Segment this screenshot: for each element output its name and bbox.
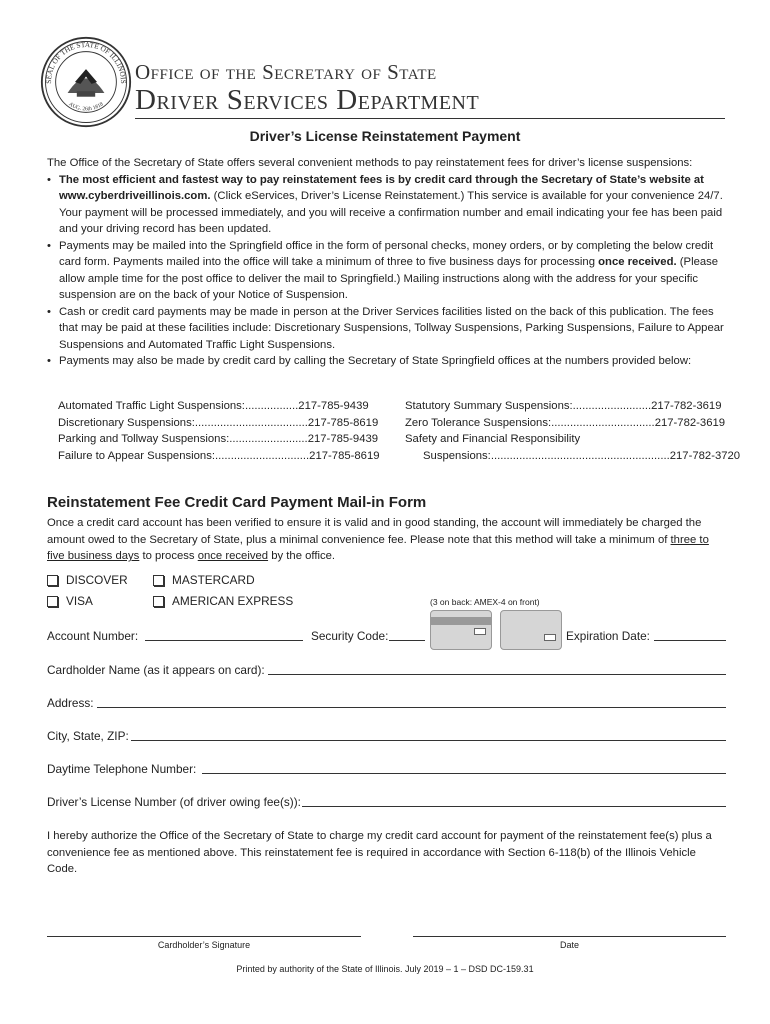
- city-state-zip-label: City, State, ZIP:: [47, 729, 129, 743]
- document-title: Driver’s License Reinstatement Payment: [249, 128, 521, 144]
- date-field[interactable]: [413, 936, 726, 937]
- checkbox-amex[interactable]: [153, 594, 293, 608]
- phone-row: Parking and Tollway Suspensions:.........................217-785-9439: [58, 433, 379, 445]
- phone-row: Zero Tolerance Suspensions:.................................217-782-3619: [405, 416, 726, 429]
- security-code-field[interactable]: [389, 640, 425, 641]
- phone-number: 217-782-3619: [654, 416, 726, 429]
- svg-text:AUG. 26th 1818: [68, 101, 105, 112]
- form-desc-part: Once a credit card account has been verified to ensure it is valid and in good standing, the account will immediately be charged the amount owed to the Secretary of State, plus a minimal convenience fee. Please note that this method will take a minimum of: [47, 517, 702, 546]
- card-front-image: [500, 610, 562, 650]
- form-desc-underline: three to five business days: [47, 533, 709, 562]
- phone-number: 217-785-9439: [298, 400, 369, 412]
- phone-number: 217-782-3720: [669, 449, 741, 462]
- phone-label: Failure to Appear Suspensions:: [58, 449, 215, 462]
- bullet-online-rest: (Click eServices, Driver’s License Reinstatement.) This service is available for your convenience 24/7. Your payment will be processed immediately, and you will receive a confirmation number and email indicating your fee has been paid and your driving record has been updated.: [59, 190, 723, 235]
- expiration-date-field[interactable]: [654, 640, 726, 641]
- form-desc-part: by the office.: [268, 550, 336, 562]
- date-label: Date: [559, 940, 579, 950]
- bullet-mail-pre: Payments may be mailed into the Springfield office in the form of personal checks, money orders, or by completing the below credit card form. Payments mailed into the office will take a minimum of three to five business days for processing: [59, 239, 714, 268]
- bullet-mail-bold: once received.: [598, 256, 677, 268]
- checkbox-label: VISA: [66, 594, 93, 608]
- seal-text-bottom: AUG. 26th 1818: [67, 101, 105, 113]
- cardholder-name-field[interactable]: [268, 674, 726, 675]
- checkbox-label: DISCOVER: [66, 573, 128, 587]
- address-field[interactable]: [97, 707, 726, 708]
- checkbox-box[interactable]: [47, 575, 58, 586]
- expiration-date-label: Expiration Date:: [566, 629, 650, 643]
- phone-row: [405, 431, 740, 448]
- bullet-online: [47, 172, 727, 238]
- intro-text: The Office of the Secretary of State offers several convenient methods to pay reinstatement fees for driver’s license suspensions:: [47, 157, 693, 169]
- cvv-note: (3 on back: AMEX-4 on front): [430, 597, 540, 607]
- signature-label: Cardholder’s Signature: [157, 940, 251, 950]
- seal-text-top: SEAL OF THE STATE OF ILLINOIS: [44, 39, 128, 84]
- bullet-mail: [47, 238, 727, 304]
- intro-section: [47, 155, 727, 370]
- header-rule: [135, 118, 725, 119]
- authorization-text: I hereby authorize the Office of the Secretary of State to charge my credit card account for payment of the reinstatement fee(s) plus a convenience fee as mentioned above. This reinstatement fee is required in accordance with Section 6-118(b) of the Illinois Vehicle Code.: [47, 830, 712, 875]
- phone-label: Suspensions:: [423, 449, 491, 462]
- city-state-zip-field[interactable]: [131, 740, 726, 741]
- phone-row: Discretionary Suspensions:....................................217-785-8619: [58, 416, 379, 429]
- drivers-license-label: Driver’s License Number (of driver owing fee(s)):: [47, 795, 301, 809]
- checkbox-visa[interactable]: [47, 594, 93, 608]
- checkbox-label: MASTERCARD: [172, 573, 255, 587]
- phone-number: 217-785-8619: [307, 416, 379, 429]
- checkbox-box[interactable]: [47, 596, 58, 607]
- checkbox-label: AMERICAN EXPRESS: [172, 594, 294, 608]
- phone-label: Zero Tolerance Suspensions:: [405, 416, 552, 429]
- department-heading: Driver Services Department: [135, 84, 480, 116]
- phone-row: Failure to Appear Suspensions:..............................217-785-8619: [58, 449, 380, 462]
- account-number-label: Account Number:: [47, 629, 139, 643]
- signature-field[interactable]: [47, 936, 361, 937]
- phone-field[interactable]: [202, 773, 726, 774]
- checkbox-mastercard[interactable]: [153, 573, 255, 587]
- cardholder-name-label: Cardholder Name (as it appears on card):: [47, 663, 265, 677]
- bullet-mail-post: (Please allow ample time for the post office to deliver the mail to Springfield.) Mailing instructions along with the address for your specific suspension are on the back of your Notice of Suspension.: [59, 256, 719, 301]
- security-code-label: Security Code:: [311, 629, 389, 643]
- checkbox-box[interactable]: [153, 575, 164, 586]
- checkbox-discover[interactable]: [47, 573, 128, 587]
- phone-number: 217-785-9439: [307, 433, 379, 445]
- phone-row: Suspensions:.........................................................217-782-3720: [423, 449, 741, 462]
- bullet-online-bold: The most efficient and fastest way to pay reinstatement fees is by credit card through the Secretary of State’s website at www.cyberdriveillinois.com.: [59, 173, 704, 202]
- phone-label: Discretionary Suspensions:: [58, 416, 195, 429]
- drivers-license-field[interactable]: [302, 806, 726, 807]
- bullet-phone: • Payments may also be made by credit card by calling the Secretary of State Springfield offices at the numbers provided below:: [47, 353, 727, 370]
- bullet-in-person: • Cash or credit card payments may be made in person at the Driver Services facilities listed on the back of this publication. The fees that may be paid at these facilities include: Discretionary Suspensions, Tollway Suspensions, Parking Suspensions, Failure to Appear Suspensions and Automated Traffic Light Suspensions.: [47, 304, 727, 354]
- phone-label: Statutory Summary Suspensions:: [405, 400, 573, 412]
- card-back-image: [430, 610, 492, 650]
- state-seal-image: [40, 36, 132, 128]
- phone-label: Daytime Telephone Number:: [47, 762, 197, 776]
- form-heading: Reinstatement Fee Credit Card Payment Mail-in Form: [47, 494, 427, 511]
- checkbox-box[interactable]: [153, 596, 164, 607]
- address-label: Address:: [47, 696, 94, 710]
- svg-text:SEAL OF THE STATE OF ILLINOIS: [44, 40, 128, 84]
- office-heading: Office of the Secretary of State: [135, 60, 437, 84]
- phone-number: 217-785-8619: [309, 449, 380, 462]
- footer-text: Printed by authority of the State of Illinois. July 2019 – 1 – DSD DC-159.31: [236, 964, 534, 974]
- form-desc-part: to process: [139, 550, 198, 562]
- account-number-field[interactable]: [145, 640, 303, 641]
- phone-row: Statutory Summary Suspensions:.........................217-782-3619: [405, 400, 722, 412]
- phone-label: Automated Traffic Light Suspensions:: [58, 400, 245, 412]
- phone-row: Automated Traffic Light Suspensions:.................217-785-9439: [58, 400, 369, 412]
- form-desc-underline: once received: [197, 550, 269, 562]
- phone-list-left: [58, 398, 380, 464]
- phone-label: Safety and Financial Responsibility: [405, 433, 581, 445]
- form-description: [47, 515, 727, 565]
- phone-number: 217-782-3619: [651, 400, 722, 412]
- phone-label: Parking and Tollway Suspensions:: [58, 433, 230, 445]
- phone-list-right: [405, 398, 740, 464]
